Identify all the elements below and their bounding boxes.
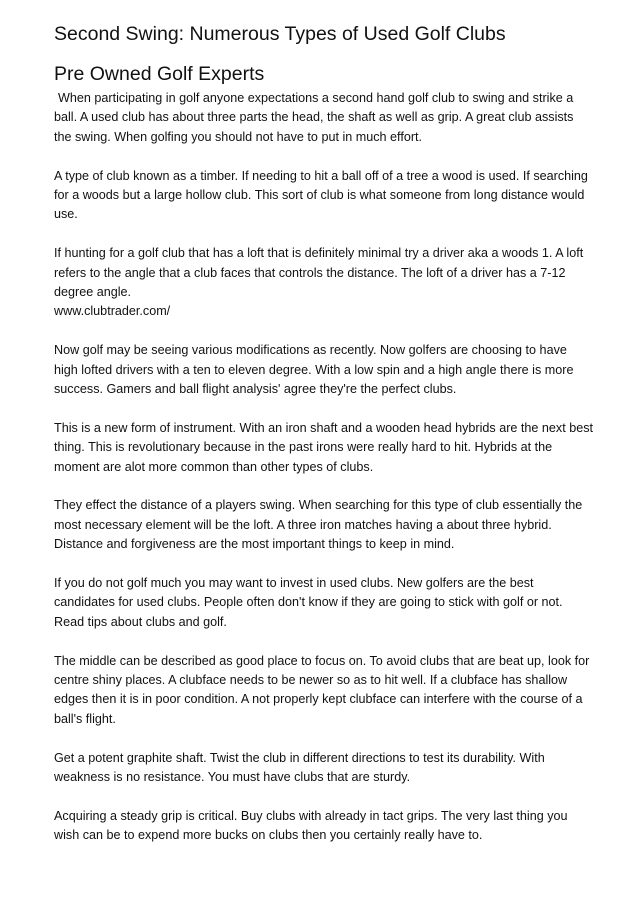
paragraph-clubface: The middle can be described as good place to focus on. To avoid clubs that are beat up, look for centre shiny places. A clubface needs to be newer so as to hit well. If a clubface has shallow edges then it is in poor condition. A not properly kept clubface can interfere with the course of a ball's flight. — [54, 653, 590, 726]
paragraph-driver-text: If hunting for a golf club that has a loft that is definitely minimal try a driver aka a woods 1. A loft refers to the angle that a club faces that controls the distance. The loft of a driver has a 7-12 degree angle. — [54, 246, 584, 300]
paragraph-shaft: Get a potent graphite shaft. Twist the club in different directions to test its durability. With weakness is no resistance. You must have clubs that are sturdy. — [54, 750, 545, 785]
paragraph-used-clubs — [54, 574, 594, 632]
document-subtitle: Pre Owned Golf Experts — [54, 63, 265, 85]
paragraph-intro: When participating in golf anyone expectations a second hand golf club to swing and strike a ball. A used club has about three parts the head, the shaft as well as grip. A great club assists the swing. When golfing you should not have to put in much effort. — [54, 91, 574, 144]
paragraph-used-clubs-text: If you do not golf much you may want to invest in used clubs. New golfers are the best candidates for used clubs. People often don't know if they are going to stick with golf or not. — [54, 576, 563, 610]
paragraph-loft: They effect the distance of a players swing. When searching for this type of club essentially the most necessary element will be the loft. A three iron matches having a about three hybrid. Distance and forgiveness are the most important things to keep in mind. — [54, 498, 583, 552]
document-title: Second Swing: Numerous Types of Used Golf Clubs — [54, 23, 506, 45]
paragraph-grip: Acquiring a steady grip is critical. Buy clubs with already in tact grips. The very last thing you wish can be to expend more bucks on clubs then you certainly really have to. — [54, 808, 568, 843]
paragraph-driver — [54, 244, 594, 322]
read-tips-link[interactable]: Read tips about clubs and golf. — [54, 614, 227, 629]
clubtrader-link[interactable]: www.clubtrader.com/ — [54, 304, 171, 319]
paragraph-wood: A type of club known as a timber. If needing to hit a ball off of a tree a wood is used. If searching for a woods but a large hollow club. This sort of club is what someone from long distance would use. — [54, 168, 588, 222]
paragraph-modifications: Now golf may be seeing various modifications as recently. Now golfers are choosing to have high lofted drivers with a ten to eleven degree. With a low spin and a high angle there is more success. Gamers and ball flight analysis' agree they're the perfect clubs. — [54, 343, 574, 397]
paragraph-hybrids: This is a new form of instrument. With an iron shaft and a wooden head hybrids are the next best thing. This is revolutionary because in the past irons were really hard to hit. Hybrids at the moment are alot more common than other types of clubs. — [54, 420, 594, 474]
document-page — [54, 22, 594, 865]
